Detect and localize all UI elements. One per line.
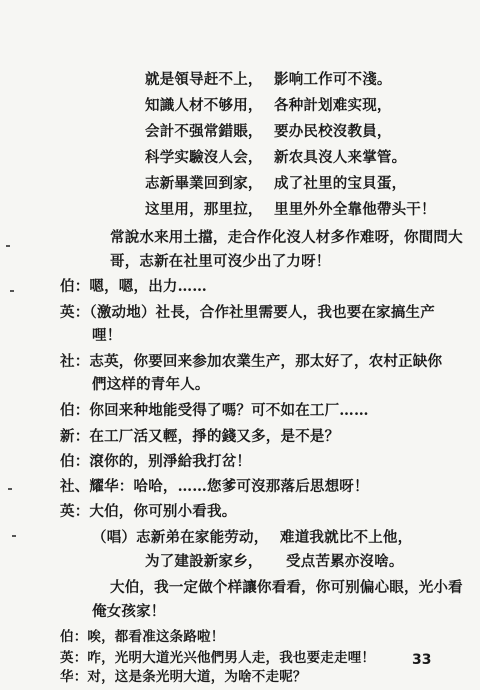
dialogue-line [60, 303, 435, 323]
speech-text: 对，这是条光明大道，为啥不走呢？ [87, 669, 307, 685]
speaker-label: 伯： [60, 453, 90, 470]
print-mark [10, 290, 14, 292]
speaker-label: 英： [60, 503, 90, 520]
speech-text: 嗯，嗯，出力…… [89, 278, 208, 295]
song-left: （唱）志新弟在家能劳动， [92, 529, 269, 546]
song-right: 难道我就比不上他， [280, 529, 413, 546]
dialogue-line [60, 352, 442, 372]
speaker-label: 华： [60, 669, 88, 685]
speech-text: 在工厂活又輕，掙的錢又多，是不是？ [89, 428, 340, 445]
verse-right: 各种計划难实现， [274, 97, 392, 114]
speaker-label: 新： [60, 428, 90, 445]
verse-left: 会計不强常錯賬， [145, 123, 263, 140]
paragraph-line: 常說水来用土擋，走合作化沒人材多作难呀，你間問大 [110, 229, 463, 246]
dialogue-line [60, 648, 375, 668]
speech-text: 哈哈，……您爹可沒那落后思想呀！ [133, 478, 369, 495]
verse-right: 成了社里的宝貝蛋， [274, 175, 407, 192]
speech-text: （激动地）社長，合作社里需要人，我也要在家搞生产 [89, 304, 435, 321]
dialogue-line [60, 477, 369, 497]
dialogue-line [60, 401, 369, 421]
paragraph-line: 大伯，我一定做个样讓你看看，你可别偏心眼，光小看 [110, 579, 463, 596]
verse-left: 就是領导赶不上， [145, 71, 263, 88]
verse-right: 里里外外全靠他帶头干！ [274, 201, 436, 218]
speech-text: 唉，都看准这条路啦！ [87, 629, 225, 645]
verse-right: 新农具沒人来掌管。 [274, 149, 407, 166]
speech-text: 咋，光明大道光兴他們男人走，我也要走走哩！ [87, 650, 376, 666]
dialogue-line [60, 452, 251, 472]
verse-left: 这里用，那里拉， [145, 201, 263, 218]
speaker-label: 社、耀华： [60, 478, 134, 495]
paragraph-line: 哥，志新在社里可沒少出了力呀！ [110, 253, 331, 270]
verse-right: 要办民校沒教員， [274, 123, 392, 140]
speaker-label: 英： [60, 304, 90, 321]
speech-text: 大伯，你可别小看我。 [89, 503, 237, 520]
speech-text: 志英，你要回来参加农業生产，那太好了，农村正缺你 [89, 353, 443, 370]
dialogue-line [60, 627, 224, 647]
speaker-label: 伯： [60, 402, 90, 419]
dialogue-line [60, 668, 307, 686]
speech-text: 你回来种地能受得了嗎？可不如在工厂…… [89, 402, 369, 419]
speech-continuation: 們这样的青年人。 [92, 376, 210, 393]
paragraph-line: 俺女孩家！ [92, 603, 166, 620]
speech-continuation: 哩！ [92, 327, 122, 344]
speaker-label: 伯： [60, 278, 90, 295]
song-right: 受点苦累亦沒啥。 [286, 553, 404, 570]
print-mark [6, 245, 10, 247]
verse-left: 知識人材不够用， [145, 97, 263, 114]
page-number: 33 [412, 652, 432, 668]
dialogue-line [60, 502, 236, 522]
print-mark [12, 535, 16, 537]
speech-text: 滾你的，别淨給我打岔！ [89, 453, 252, 470]
dialogue-line [60, 427, 339, 447]
song-left: 为了建設新家乡， [145, 553, 263, 570]
verse-left: 科学实驗沒人会， [145, 149, 263, 166]
speaker-label: 英： [60, 650, 88, 666]
dialogue-line [60, 277, 207, 297]
speaker-label: 伯： [60, 629, 88, 645]
speaker-label: 社： [60, 353, 90, 370]
print-mark [8, 488, 12, 490]
verse-right: 影响工作可不淺。 [274, 71, 392, 88]
verse-left: 志新畢業回到家， [145, 175, 263, 192]
